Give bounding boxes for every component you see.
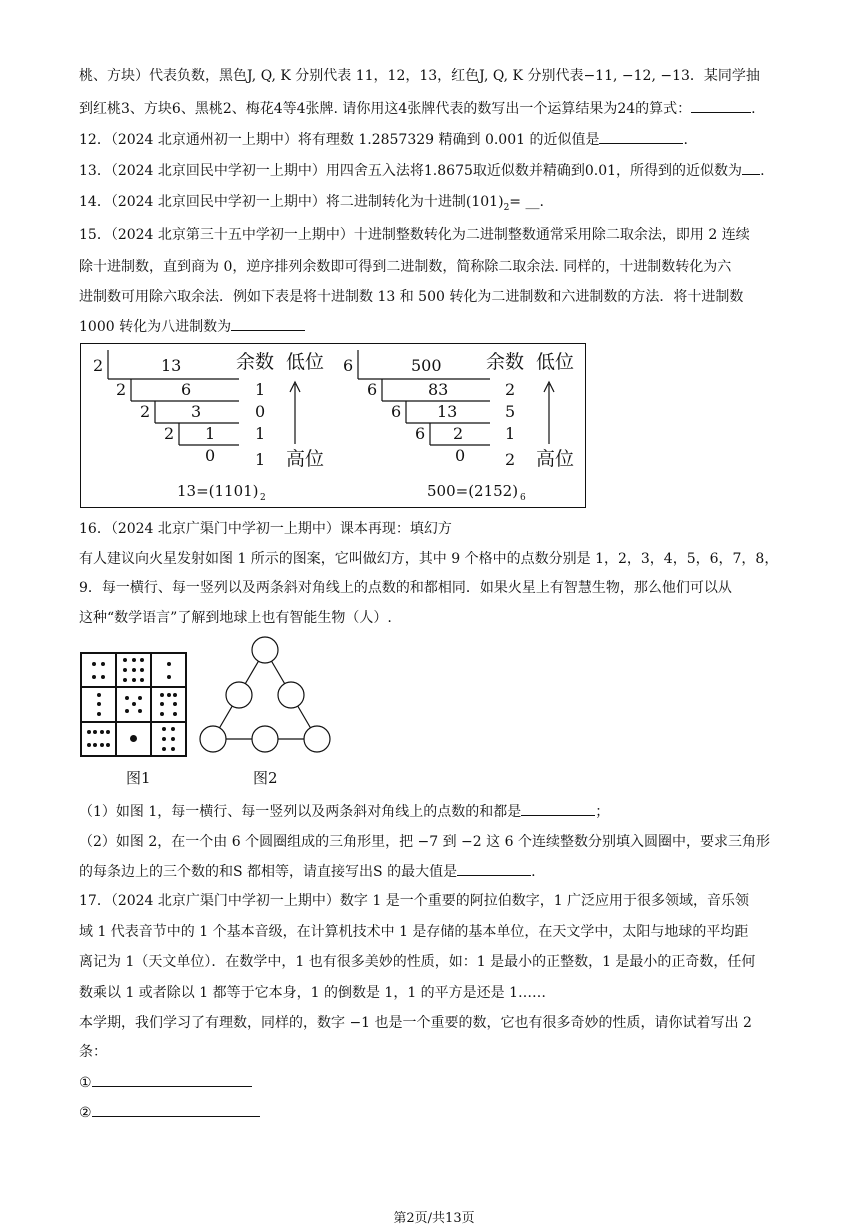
question-14: 14．（2024 北京回民中学初一上期中）将二进制转化为十进制$(101)_2=$ __. — [79, 194, 544, 213]
dot — [123, 658, 127, 662]
circle-node — [226, 682, 252, 708]
svg-text:13: 13 — [437, 402, 458, 421]
dot — [106, 730, 110, 734]
dot — [171, 727, 175, 731]
question-12: 12．（2024 北京通州初一上期中）将有理数 1.2857329 精确到 0.001 的近似值是 . — [79, 129, 791, 150]
left-divisor: 2 — [93, 356, 104, 375]
magic-square-cell — [151, 687, 186, 721]
magic-square-cell — [116, 722, 151, 756]
dot — [132, 702, 136, 706]
svg-text:余数: 余数 — [486, 351, 525, 373]
svg-text:2: 2 — [164, 424, 175, 443]
svg-text:2: 2 — [260, 493, 266, 503]
page-footer: 第2页/共13页 — [393, 1211, 475, 1226]
question-17-line: 本学期，我们学习了有理数，同样的，数字 −1 也是一个重要的数，它也有很多奇妙的性质，请你试着写出 2 — [79, 1015, 752, 1031]
question-16-line: 这种“数学语言”了解到地球上也有智能生物（人）. — [79, 610, 392, 626]
magic-square-cell — [81, 653, 116, 687]
svg-text:2: 2 — [453, 424, 464, 443]
dot — [93, 730, 97, 734]
svg-text:1: 1 — [255, 450, 266, 469]
dot — [125, 709, 129, 713]
question-17-line: 离记为 1（天文单位）．在数学中，1 也有很多美妙的性质，如：1 是最小的正整数，1 是最小的正奇数，任何 — [79, 954, 756, 970]
svg-text:6: 6 — [520, 493, 526, 503]
dot — [167, 693, 171, 697]
question-15-line: 1000 转化为八进制数为 — [79, 316, 791, 337]
svg-text:6: 6 — [181, 380, 192, 399]
svg-text:0: 0 — [205, 446, 216, 465]
question-17-line: 条： — [79, 1044, 107, 1060]
sub-question-1: （1）如图 1，每一横行、每一竖列以及两条斜对角线上的点数的和都是 ； — [79, 801, 791, 822]
circle-node — [252, 637, 278, 663]
dot — [132, 658, 136, 662]
dot — [162, 727, 166, 731]
dot — [162, 747, 166, 751]
svg-text:1: 1 — [255, 424, 266, 443]
svg-text:3: 3 — [191, 402, 202, 421]
dot — [171, 747, 175, 751]
magic-square-figure — [80, 652, 187, 757]
dot — [132, 678, 136, 682]
question-17-line: 数乘以 1 或者除以 1 都等于它本身，1 的倒数是 1，1 的平方是还是 1…… — [79, 985, 547, 1001]
magic-square-cell — [151, 653, 186, 687]
circle-node — [200, 726, 226, 752]
low-order-header: 低位 — [286, 351, 325, 373]
circle-node — [252, 726, 278, 752]
dot — [167, 662, 171, 666]
circle-node — [304, 726, 330, 752]
dot — [125, 696, 129, 700]
division-diagram — [81, 344, 585, 507]
dot — [100, 743, 104, 747]
dot — [106, 743, 110, 747]
svg-text:2: 2 — [140, 402, 151, 421]
dot — [93, 743, 97, 747]
svg-text:6: 6 — [415, 424, 426, 443]
dot — [101, 675, 105, 679]
circle-node — [278, 682, 304, 708]
svg-text:1: 1 — [205, 424, 216, 443]
svg-text:5: 5 — [505, 402, 516, 421]
svg-text:低位: 低位 — [536, 351, 575, 373]
magic-square-cell — [151, 722, 186, 756]
dot — [87, 730, 91, 734]
dot — [123, 678, 127, 682]
right-remainder: 2 — [505, 380, 516, 399]
magic-square-cell — [116, 687, 151, 721]
question-13: 13．（2024 北京回民中学初一上期中）用四舍五入法将1.8675取近似数并精确到0.01，所得到的近似数为 . — [79, 160, 791, 181]
dot — [160, 693, 164, 697]
dot — [97, 702, 101, 706]
svg-text:2: 2 — [116, 380, 127, 399]
dot — [97, 693, 101, 697]
svg-text:83: 83 — [428, 380, 449, 399]
left-step: 13 — [161, 356, 182, 375]
question-17-line: 域 1 代表音节中的 1 个基本音级，在计算机技术中 1 是存储的基本单位，在天文学中，太阳与地球的平均距 — [79, 924, 749, 940]
svg-text:0: 0 — [455, 446, 466, 465]
svg-text:高位: 高位 — [536, 448, 575, 470]
dot — [101, 662, 105, 666]
question-17: 17．（2024 北京广渠门中学初一上期中）数字 1 是一个重要的阿拉伯数字，1 广泛应用于很多领域，音乐领 — [79, 893, 750, 909]
magic-square-cell — [81, 722, 116, 756]
remainder-header: 余数 — [236, 351, 275, 373]
svg-text:0: 0 — [255, 402, 266, 421]
dot — [97, 712, 101, 716]
svg-text:2: 2 — [505, 450, 516, 469]
svg-text:6: 6 — [391, 402, 402, 421]
dot — [132, 668, 136, 672]
dot — [160, 702, 164, 706]
magic-square-cell — [81, 687, 116, 721]
question-16-line: 有人建议向火星发射如图 1 所示的图案，它叫做幻方，其中 9 个格中的点数分别是 1，2，3，4，5，6，7，8， — [79, 551, 779, 567]
dot — [171, 737, 175, 741]
dot — [173, 712, 177, 716]
circle-triangle-figure — [198, 636, 332, 754]
sub-question-2: （2）如图 2，在一个由 6 个圆圈组成的三角形里，把 −7 到 −2 这 6 个连续整数分别填入圆圈中，要求三角形 — [79, 834, 770, 850]
dot — [140, 678, 144, 682]
dot — [138, 709, 142, 713]
question-15-line: 除十进制数，直到商为 0，逆序排列余数即可得到二进制数，简称除二取余法. 同样的，十进制数转化为六 — [79, 259, 732, 275]
dot — [167, 675, 171, 679]
dot — [140, 668, 144, 672]
high-order-label: 高位 — [286, 448, 325, 470]
figure-1-caption: 图1 — [126, 769, 151, 787]
svg-text:1: 1 — [505, 424, 516, 443]
answer-line-2[interactable]: ② — [79, 1102, 791, 1123]
dot — [123, 668, 127, 672]
dot — [162, 737, 166, 741]
dot — [160, 712, 164, 716]
dot — [140, 658, 144, 662]
dot — [173, 702, 177, 706]
question-15-line: 进制数可用除六取余法．例如下表是将十进制数 13 和 500 转化为二进制数和六进制数的方法．将十进制数 — [79, 289, 744, 305]
left-result: 13=(1101) — [177, 482, 259, 500]
sub-question-2-line: 的每条边上的三个数的和S 都相等，请直接写出S 的最大值是 . — [79, 861, 791, 882]
text-line: 桃、方块）代表负数，黑色J, Q, K 分别代表 11，12，13，红色J, Q, K 分别代表−11, −12, −13．某同学抽 — [79, 68, 760, 84]
dot — [92, 675, 96, 679]
right-divisor: 6 — [343, 356, 354, 375]
text-line: 到红桃3、方块6、黑桃2、梅花4等4张牌. 请你用这4张牌代表的数写出一个运算结果为24的算式： . — [79, 98, 791, 119]
dot — [173, 693, 177, 697]
right-step: 500 — [411, 356, 442, 375]
dot — [100, 730, 104, 734]
dot — [130, 735, 137, 742]
right-result: 500=(2152) — [427, 482, 519, 500]
dot — [138, 696, 142, 700]
left-remainder: 1 — [255, 380, 266, 399]
answer-line-1[interactable]: ① — [79, 1072, 791, 1093]
dot — [87, 743, 91, 747]
svg-text:6: 6 — [367, 380, 378, 399]
figure-2-caption: 图2 — [253, 769, 278, 787]
question-16: 16．（2024 北京广渠门中学初一上期中）课本再现：填幻方 — [79, 521, 452, 537]
question-15-line: 15．（2024 北京第三十五中学初一上期中）十进制整数转化为二进制整数通常采用除二取余法，即用 2 连续 — [79, 227, 750, 243]
division-table — [80, 343, 586, 508]
question-16-line: 9．每一横行、每一竖列以及两条斜对角线上的点数的和都相同．如果火星上有智慧生物，那么他们可以从 — [79, 580, 732, 596]
dot — [92, 662, 96, 666]
magic-square-cell — [116, 653, 151, 687]
